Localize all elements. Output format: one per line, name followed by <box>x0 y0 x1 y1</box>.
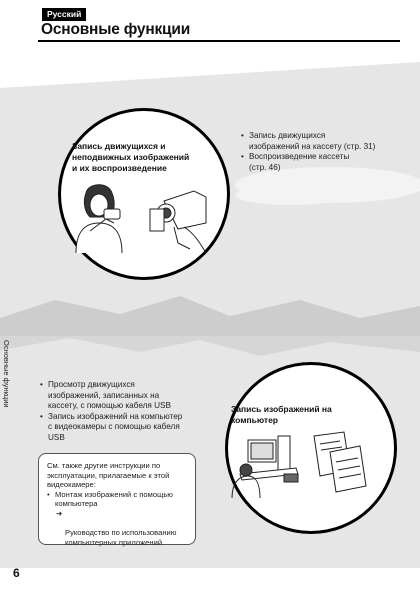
related-manuals-note <box>38 453 196 545</box>
side-section-label: Основные функции <box>2 340 11 408</box>
note-subitem-text: Руководство по использованию компьютерных приложений <box>65 528 177 547</box>
computer-setup-illustration <box>226 430 386 502</box>
computer-bullets <box>40 380 218 443</box>
note-subitem <box>47 509 187 547</box>
language-tab: Русский <box>42 8 86 21</box>
page-number: 6 <box>13 566 20 580</box>
page-title: Основные функции <box>41 21 191 38</box>
list-item: • Запись движущихся изображений на кассету (стр. 31) <box>241 131 411 152</box>
recording-playback-title: Запись движущихся и неподвижных изображений и их воспроизведение <box>72 141 190 173</box>
note-intro: См. также другие инструкции по эксплуатации, прилагаемые к этой видеокамере: <box>47 461 170 490</box>
arrow-right-icon: ➔ <box>56 508 63 518</box>
recording-playback-bullets <box>241 131 411 173</box>
title-divider <box>38 40 400 42</box>
woman-with-camcorder-illustration <box>66 183 216 255</box>
list-item: • Просмотр движущихся изображений, записанных на кассету, с помощью кабеля USB <box>40 380 218 412</box>
list-item: • Воспроизведение кассеты (стр. 46) <box>241 152 411 173</box>
computer-recording-title: Запись изображений на компьютер <box>231 404 332 425</box>
list-item: • Запись изображений на компьютер с видеокамеры с помощью кабеля USB <box>40 412 218 444</box>
note-item: • Монтаж изображений с помощью компьютера <box>47 490 187 509</box>
